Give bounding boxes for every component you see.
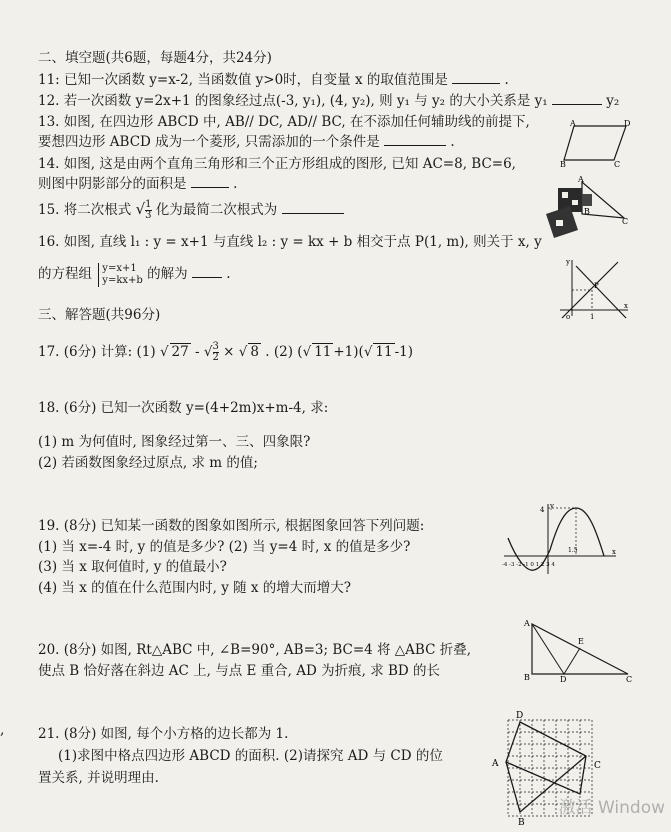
question-14-line1: 14. 如图, 这是由两个直角三角形和三个正方形组成的图形, 已知 AC=8, BC=6,: [38, 156, 516, 172]
question-15: 15. 将二次根式 √ $\frac{1}{3}$ 化为最简二次根式为: [38, 198, 344, 221]
q12-blank: [552, 104, 602, 105]
fig14-label-B: B: [584, 207, 590, 216]
q17-part2: . (2): [265, 344, 293, 360]
q13-end: .: [450, 134, 455, 150]
q12-end: y₂: [606, 93, 620, 109]
fig19-label-4: 4: [540, 506, 545, 514]
q13-blank: [384, 145, 446, 146]
question-21-line1: 21. (8分) 如图, 每个小方格的边长都为 1.: [38, 726, 289, 742]
question-16-line2: [38, 262, 231, 287]
triangle-squares-figure: [536, 176, 632, 246]
fig14-label-C: C: [622, 217, 629, 226]
question-19-line2: (1) 当 x=-4 时, y 的值是多少? (2) 当 y=4 时, x 的值是多少?: [38, 539, 411, 555]
q17-root3: 11: [314, 344, 332, 360]
fig13-label-B: B: [560, 160, 566, 168]
q14-blank: [191, 187, 229, 188]
q15-den: 3: [145, 210, 152, 221]
question-19-line4: (4) 当 x 的值在什么范围内时, y 随 x 的增大而增大?: [38, 580, 352, 596]
q16-eq1: y=x+1: [102, 262, 137, 274]
q17-fnum: 3: [212, 341, 219, 352]
function-curve-figure: [500, 500, 620, 576]
fig16-label-P: P: [594, 282, 599, 290]
fig21-label-B: B: [518, 818, 525, 826]
right-triangle-figure: [524, 616, 634, 682]
fig14-label-A: A: [578, 176, 584, 184]
question-21-line3: 置关系, 并说明理由.: [38, 770, 159, 786]
fig16-label-o: o: [566, 313, 571, 321]
fig20-label-E: E: [578, 637, 584, 646]
q17-minus1: -1): [394, 344, 414, 360]
q15-pre: 15. 将二次根式: [38, 202, 132, 218]
question-14-line2: [38, 172, 237, 192]
q13-line2-text: 要想四边形 ABCD 成为一个菱形, 只需添加的一个条件是: [38, 134, 380, 150]
fig16-label-1: 1: [590, 313, 595, 321]
q16-end: .: [226, 266, 231, 282]
q11-end: .: [504, 72, 509, 88]
fig21-label-C: C: [594, 761, 601, 771]
question-20-line2: 使点 B 恰好落在斜边 AC 上, 与点 E 重合, AD 为折痕, 求 BD 的长: [38, 663, 441, 679]
section3-title: 三、解答题(共96分): [38, 307, 161, 323]
question-18-line2: (1) m 为何值时, 图象经过第一、三、四象限?: [38, 434, 311, 450]
question-19-line1: 19. (8分) 已知某一函数的图象如图所示, 根据图象回答下列问题:: [38, 518, 425, 534]
q17-fden: 2: [212, 352, 219, 363]
fig19-label-x: x: [612, 548, 616, 556]
fig20-label-A: A: [524, 619, 530, 628]
fig13-label-A: A: [570, 119, 576, 128]
q15-blank: [282, 213, 344, 214]
q12-text: 12. 若一次函数 y=2x+1 的图象经过点(-3, y₁), (4, y₂), 则 y₁ 与 y₂ 的大小关系是 y₁: [38, 93, 548, 109]
question-18-line1: 18. (6分) 已知一次函数 y=(4+2m)x+m-4, 求:: [38, 400, 329, 416]
fig19-ticks: -4 -3 -2 -1 0 1 2 3 4: [502, 562, 555, 568]
fig16-label-x: x: [624, 302, 628, 310]
q15-num: 1: [145, 199, 152, 210]
q17-root4: 11: [375, 344, 393, 360]
q16-eq2: y=kx+b: [102, 274, 143, 286]
question-11: [38, 68, 509, 88]
fig21-label-D: D: [516, 711, 524, 721]
q15-post: 化为最简二次根式为: [155, 202, 278, 218]
activation-watermark: 激活 Window: [558, 798, 665, 818]
q14-end: .: [233, 176, 238, 192]
q16-blank: [192, 277, 222, 278]
q16-post: 的解为: [147, 266, 188, 282]
q14-line2-text: 则图中阴影部分的面积是: [38, 176, 187, 192]
q17-root1: 27: [171, 344, 189, 360]
fig16-label-y: y: [566, 258, 570, 266]
fig20-label-D: D: [560, 675, 567, 682]
fig19-label-y: y: [550, 502, 554, 510]
q17-minus: -: [190, 344, 204, 360]
question-19-line3: (3) 当 x 取何值时, y 的值最小?: [38, 559, 227, 575]
question-13-line1: 13. 如图, 在四边形 ABCD 中, AB// DC, AD// BC, 在不添加任何辅助线的前提下,: [38, 114, 530, 130]
q16-equation-system: [98, 263, 143, 287]
q15-fraction: [145, 200, 151, 221]
question-21-line2: (1)求图中格点四边形 ABCD 的面积. (2)请探究 AD 与 CD 的位: [58, 748, 443, 764]
q17-pre: 17. (6分) 计算: (1): [38, 344, 156, 360]
question-17: 17. (6分) 计算: (1) √ 27 - √ $\frac{3}{2}$ × √ 8 . (2) (√ 11 +1)(√ 11 -1): [38, 341, 414, 363]
fig20-label-C: C: [626, 675, 633, 682]
fig21-label-A: A: [492, 759, 499, 769]
q17-open: (: [297, 344, 303, 360]
fig13-label-C: C: [614, 160, 621, 168]
question-13-line2: [38, 130, 455, 150]
question-12: [38, 89, 619, 109]
question-20-line1: 20. (8分) 如图, Rt△ABC 中, ∠B=90°, AB=3; BC=4 将 △ABC 折叠,: [38, 642, 472, 658]
intersecting-lines-figure: [556, 256, 632, 322]
parallelogram-figure: [560, 118, 636, 168]
fig13-label-D: D: [624, 119, 631, 128]
q16-pre: 的方程组: [38, 266, 92, 282]
edge-mark: ,: [0, 722, 5, 738]
q17-times: ×: [218, 344, 239, 360]
fig20-label-B: B: [524, 673, 530, 682]
question-18-line3: (2) 若函数图象经过原点, 求 m 的值;: [38, 455, 258, 471]
fig19-label-1-5: 1.5: [568, 547, 578, 554]
q17-plus1: +1)(: [333, 344, 364, 360]
q17-root2: 8: [250, 344, 259, 360]
question-16-line1: 16. 如图, 直线 l₁ : y = x+1 与直线 l₂ : y = kx + b 相交于点 P(1, m), 则关于 x, y: [38, 234, 542, 250]
q11-text: 11: 已知一次函数 y=x-2, 当函数值 y>0时，自变量 x 的取值范围是: [38, 72, 448, 88]
q11-blank: [452, 83, 500, 84]
section2-title: 二、填空题(共6题，每题4分，共24分): [38, 50, 272, 66]
